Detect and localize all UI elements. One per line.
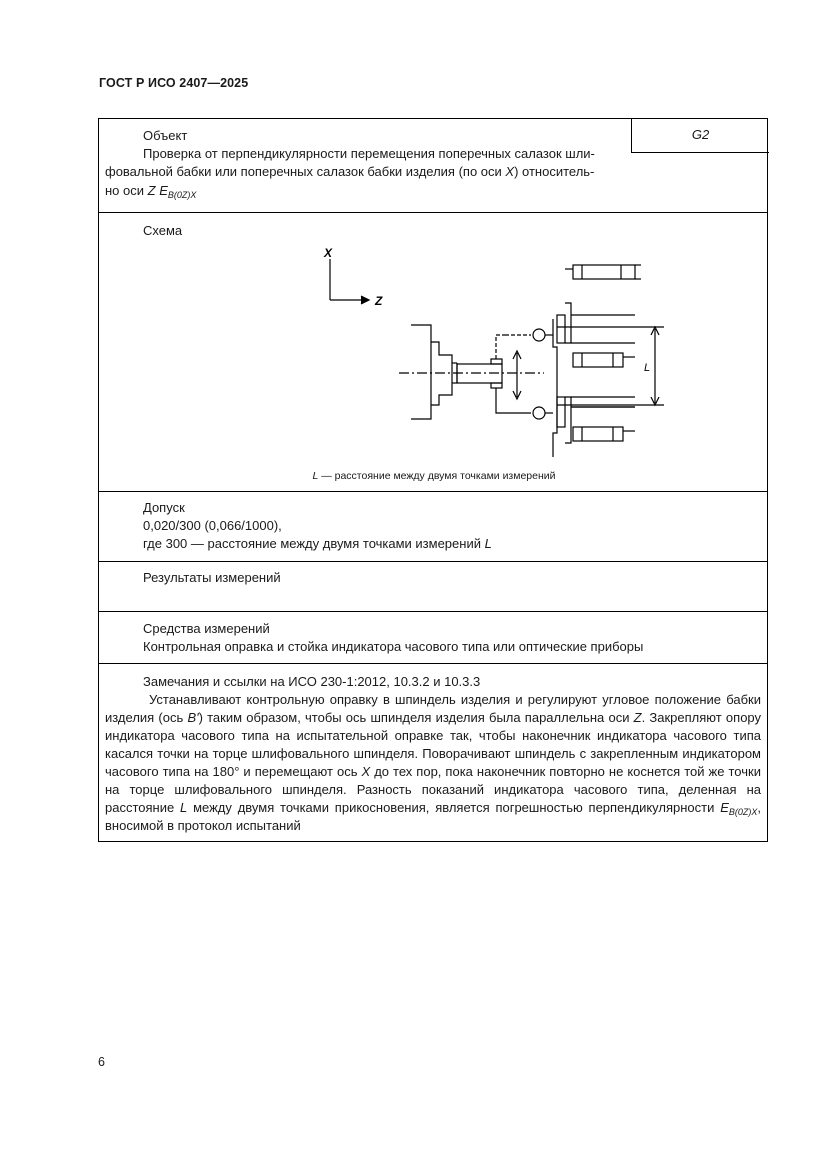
divider	[99, 212, 767, 213]
instruments-label: Средства измерений	[143, 621, 270, 636]
tolerance-value: 0,020/300 (0,066/1000),	[143, 518, 282, 533]
scheme-caption: L — расстояние между двумя точками измерений	[312, 470, 556, 482]
document-header: ГОСТ Р ИСО 2407—2025	[99, 76, 249, 90]
dimension-l-label: L	[644, 362, 651, 374]
object-line-2: фовальной бабки или поперечных салазок бабки изделия (по оси X) относитель-	[105, 164, 595, 179]
object-line-1: Проверка от перпендикулярности перемещения поперечных салазок шли-	[143, 146, 595, 161]
scheme-diagram	[299, 247, 679, 457]
results-label: Результаты измерений	[143, 570, 281, 585]
divider	[99, 663, 767, 664]
page-number: 6	[98, 1055, 105, 1069]
tolerance-where: где 300 — расстояние между двумя точками измерений L	[143, 536, 492, 551]
instruments-text: Контрольная оправка и стойка индикатора часового типа или оптические приборы	[143, 639, 644, 654]
divider	[99, 491, 767, 492]
object-line-3: но оси Z $E_{B(0Z)X}$	[105, 183, 197, 200]
tolerance-label: Допуск	[143, 500, 185, 515]
notes-paragraph: Устанавливают контрольную оправку в шпиндель изделия и регулируют угловое положение бабки изделия (ось B') таким образом, чтобы ось шпинделя изделия была параллельна оси Z. Закрепляют опору индикатора часового типа на испытательной оправке так, чтобы наконечник индикатора часового типа касался точки на торце шлифовального шпинделя. Поворачивают шпиндель с закрепленным индикатором часового типа на 180° и перемещают ось X до тех пор, пока наконечник повторно не коснется той же точки на торце шлифовального шпинделя. Разность показаний индикатора часового типа, деленная на расстояние L между двумя точками прикосновения, является погрешностью перпендикулярности $E_{B(0Z)X}$, вносимой в протокол испытаний	[105, 692, 762, 833]
scheme-label: Схема	[143, 223, 183, 238]
notes-label: Замечания и ссылки на ИСО 230-1:2012, 10.3.2 и 10.3.3	[143, 674, 481, 689]
object-label: Объект	[143, 128, 188, 143]
divider	[99, 561, 767, 562]
test-code: G2	[631, 118, 769, 153]
axis-z-label: Z	[375, 294, 383, 308]
divider	[99, 611, 767, 612]
axis-x-label: X	[324, 247, 333, 260]
test-table	[98, 118, 768, 842]
